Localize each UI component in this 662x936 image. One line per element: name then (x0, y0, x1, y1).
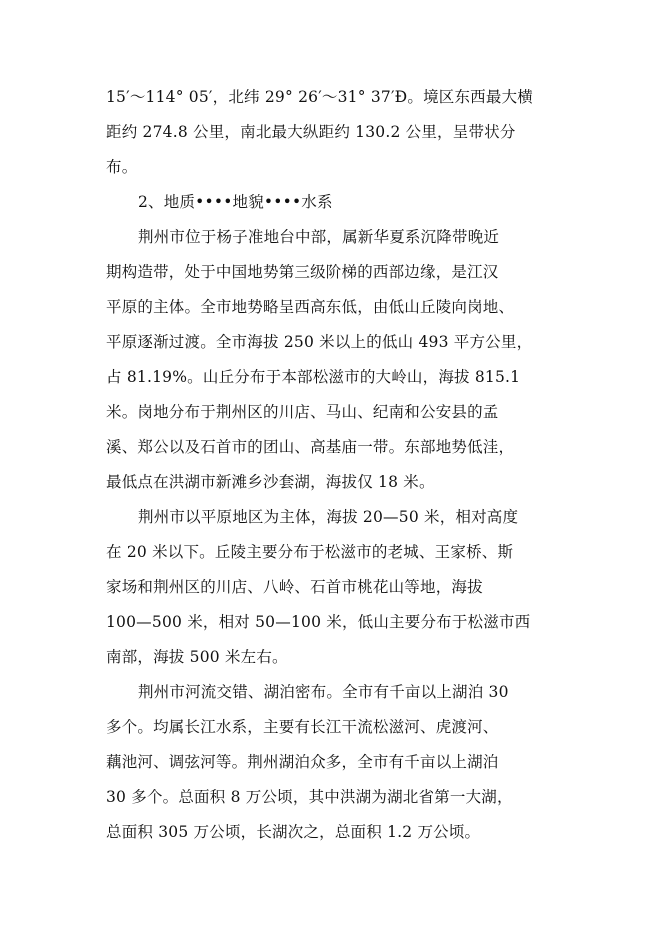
paragraph-line: 家场和荆州区的川店、八岭、石首市桃花山等地，海拔 (106, 578, 483, 596)
section-heading: 2、地质••••地貌••••水系 (138, 193, 333, 211)
paragraph-line: 30 多个。总面积 8 万公顷，其中洪湖为湖北省第一大湖， (106, 788, 513, 806)
paragraph-line: 在 20 米以下。丘陵主要分布于松滋市的老城、王家桥、斯 (106, 543, 514, 561)
paragraph-line: 距约 274.8 公里，南北最大纵距约 130.2 公里，呈带状分 (106, 123, 516, 141)
paragraph-line: 总面积 305 万公顷，长湖次之，总面积 1.2 万公顷。 (106, 823, 481, 841)
paragraph-line: 荆州市位于杨子准地台中部，属新华夏系沉降带晚近 (138, 228, 500, 246)
paragraph-line: 荆州市河流交错、湖泊密布。全市有千亩以上湖泊 30 (138, 683, 509, 701)
paragraph-line: 占 81.19%。山丘分布于本部松滋市的大岭山，海拔 815.1 (106, 368, 521, 386)
paragraph-line: 平原的主体。全市地势略呈西高东低，由低山丘陵向岗地、 (106, 298, 515, 316)
paragraph-line: 100—500 米，相对 50—100 米，低山主要分布于松滋市西 (106, 613, 531, 631)
paragraph-line: 15′～114° 05′，北纬 29° 26′～31° 37′Đ。境区东西最大横 (106, 88, 533, 106)
paragraph-line: 南部，海拔 500 米左右。 (106, 648, 288, 666)
paragraph-line: 多个。均属长江水系，主要有长江干流松滋河、虎渡河、 (106, 718, 499, 736)
paragraph-line: 米。岗地分布于荆州区的川店、马山、纪南和公安县的孟 (106, 403, 499, 421)
paragraph-line: 溪、郑公以及石首市的团山、高基庙一带。东部地势低洼， (106, 438, 515, 456)
paragraph-line: 荆州市以平原地区为主体，海拔 20—50 米，相对高度 (138, 508, 519, 526)
paragraph-line: 平原逐渐过渡。全市海拔 250 米以上的低山 493 平方公里， (106, 333, 533, 351)
paragraph-line: 布。 (106, 158, 138, 176)
paragraph-line: 期构造带，处于中国地势第三级阶梯的西部边缘，是江汉 (106, 263, 499, 281)
paragraph-line: 藕池河、调弦河等。荆州湖泊众多，全市有千亩以上湖泊 (106, 753, 499, 771)
paragraph-line: 最低点在洪湖市新滩乡沙套湖，海拔仅 18 米。 (106, 473, 435, 491)
